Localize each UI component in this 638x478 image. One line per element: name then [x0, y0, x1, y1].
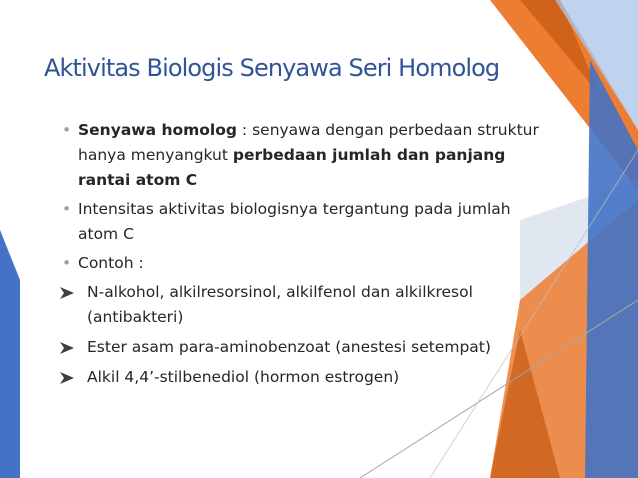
arrowhead-right-icon [58, 371, 76, 385]
bullet-item [28, 118, 548, 193]
blue-left-triangle [0, 230, 20, 478]
bullet-dot-icon: • [62, 254, 72, 272]
sub-bullet-item [28, 365, 548, 390]
arrowhead-right-icon [58, 286, 76, 300]
bullet-bold-text: perbedaan jumlah dan panjang rantai atom C [78, 146, 506, 189]
bullet-bold-text: Senyawa homolog [78, 121, 237, 139]
bullet-dot-icon: • [62, 121, 72, 139]
sub-bullet-item [28, 335, 548, 360]
slide-body [28, 118, 548, 395]
bullet-text: Contoh : [78, 254, 144, 272]
arrowhead-right-icon [58, 341, 76, 355]
bullet-item [28, 251, 548, 276]
sub-bullet-text: N-alkohol, alkilresorsinol, alkilfenol dan alkilkresol (antibakteri) [87, 283, 473, 326]
bullet-text: : senyawa dengan perbedaan struktur hanya menyangkut [78, 121, 539, 164]
bullet-text: Intensitas aktivitas biologisnya tergantung pada jumlah atom C [78, 200, 511, 243]
bullet-item [28, 197, 548, 247]
sub-bullet-text: Alkil 4,4’-stilbenediol (hormon estrogen) [87, 368, 400, 386]
bullet-dot-icon: • [62, 200, 72, 218]
slide-title: Aktivitas Biologis Senyawa Seri Homolog [44, 54, 500, 82]
sub-bullet-text: Ester asam para-aminobenzoat (anestesi setempat) [87, 338, 491, 356]
sub-bullet-item [28, 280, 548, 330]
